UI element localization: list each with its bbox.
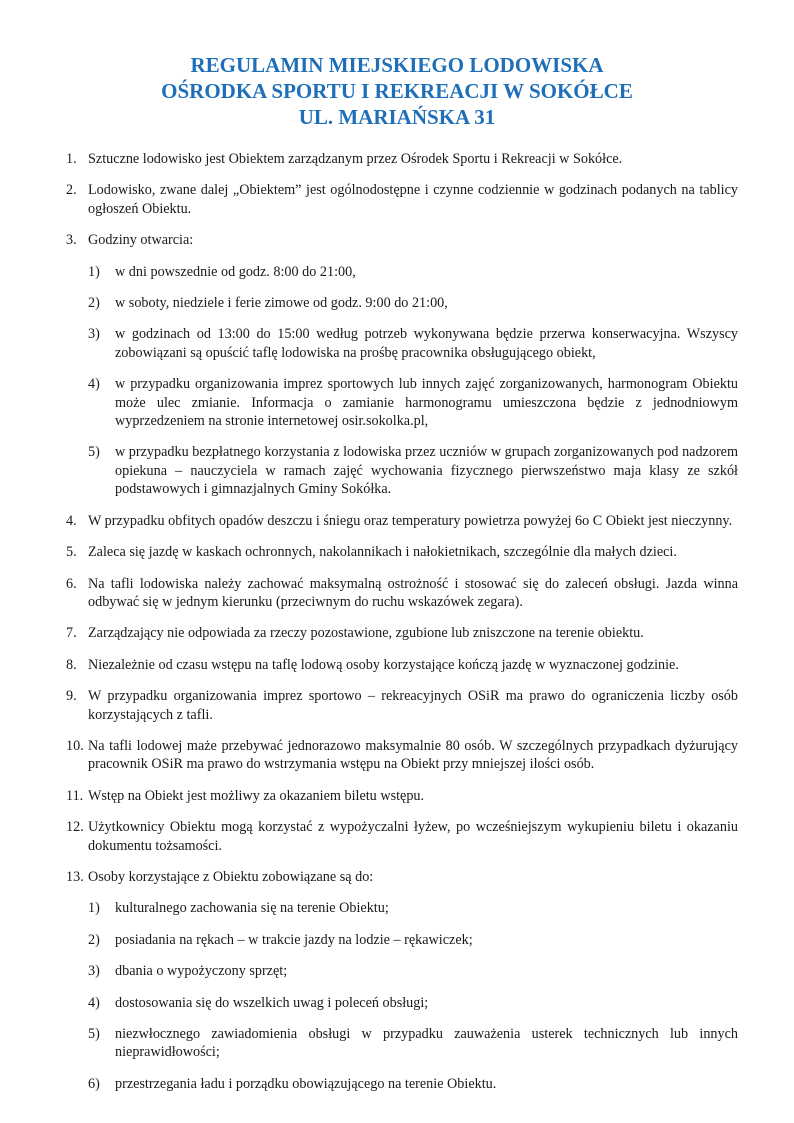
rule-number: 3. <box>66 232 77 249</box>
rule-item <box>66 575 738 612</box>
rule-number: 1. <box>66 151 77 167</box>
rule-text: Użytkownicy Obiektu mogą korzystać z wypożyczalni łyżew, po wcześniejszym wykupieniu biletu i okazaniu dokumentu tożsamości. <box>88 819 738 854</box>
rule-number: 4. <box>66 512 77 529</box>
rule-subitem <box>66 931 738 949</box>
subitem-text: dostosowania się do wszelkich uwag i poleceń obsługi; <box>115 994 429 1011</box>
rule-item <box>66 737 738 774</box>
rule-sublist <box>66 263 738 499</box>
rule-subitem <box>66 962 738 980</box>
subitem-text: kulturalnego zachowania się na terenie Obiektu; <box>115 900 389 917</box>
subitem-text: w soboty, niedziele i ferie zimowe od godz. 9:00 do 21:00, <box>115 295 448 312</box>
subitem-number: 1) <box>88 263 100 280</box>
rule-item <box>66 512 738 530</box>
rule-item <box>66 624 738 642</box>
subitem-text: w dni powszednie od godz. 8:00 do 21:00, <box>115 263 356 280</box>
rule-text: W przypadku obfitych opadów deszczu i śniegu oraz temperatury powietrza powyżej 6o C Obiekt jest nieczynny. <box>88 512 733 529</box>
rule-text: Niezależnie od czasu wstępu na taflę lodową osoby korzystające kończą jazdę w wyznaczonej godzinie. <box>88 656 679 673</box>
subitem-text: posiadania na rękach – w trakcie jazdy na lodzie – rękawiczek; <box>115 931 473 948</box>
title-line-1: REGULAMIN MIEJSKIEGO LODOWISKA <box>190 53 604 77</box>
rule-item <box>66 868 738 1093</box>
rule-item <box>66 818 738 855</box>
rules-list <box>66 150 738 1106</box>
subitem-text: przestrzegania ładu i porządku obowiązującego na terenie Obiektu. <box>115 1075 497 1092</box>
rule-number: 6. <box>66 575 77 592</box>
rule-sublist <box>66 899 738 1093</box>
rule-number: 8. <box>66 656 77 673</box>
subitem-number: 6) <box>88 1075 100 1092</box>
rule-subitem <box>66 443 738 498</box>
rule-item <box>66 543 738 561</box>
subitem-text: dbania o wypożyczony sprzęt; <box>115 963 288 980</box>
rule-item <box>66 181 738 218</box>
rule-number: 9. <box>66 688 77 705</box>
subitem-text: w godzinach od 13:00 do 15:00 według potrzeb wykonywana będzie przerwa konserwacyjna. Wszyscy zobowiązani są opuścić taflę lodowiska na prośbę pracownika obsługującego obiekt, <box>115 326 738 361</box>
rule-subitem <box>66 263 738 281</box>
rule-number: 11. <box>66 787 84 804</box>
rule-number: 10. <box>66 737 84 754</box>
subitem-number: 1) <box>88 900 100 917</box>
rule-subitem <box>66 899 738 917</box>
subitem-number: 2) <box>88 931 100 948</box>
subitem-number: 3) <box>88 963 100 980</box>
subitem-number: 4) <box>88 376 100 393</box>
rule-number: 13. <box>66 868 84 885</box>
rule-subitem <box>66 294 738 312</box>
rule-text: W przypadku organizowania imprez sportowo – rekreacyjnych OSiR ma prawo do ograniczenia liczby osób korzystających z tafli. <box>88 688 738 723</box>
rule-number: 12. <box>66 819 84 836</box>
rule-number: 7. <box>66 625 77 642</box>
rule-text: Zarządzający nie odpowiada za rzeczy pozostawione, zgubione lub zniszczone na terenie obiektu. <box>88 625 644 642</box>
subitem-number: 2) <box>88 295 100 312</box>
rule-subitem <box>66 994 738 1012</box>
rule-text: Lodowisko, zwane dalej „Obiektem” jest ogólnodostępne i czynne codziennie w godzinach podanych na tablicy ogłoszeń Obiektu. <box>88 182 738 217</box>
rule-item <box>66 687 738 724</box>
rule-number: 5. <box>66 544 77 561</box>
title-line-2: OŚRODKA SPORTU I REKREACJI W SOKÓŁCE <box>161 79 633 103</box>
rule-subitem <box>66 1025 738 1062</box>
rule-text: Na tafli lodowiska należy zachować maksymalną ostrożność i stosować się do zaleceń obsługi. Jazda winna odbywać się w jednym kierunku (przeciwnym do ruchu wskazówek zegara). <box>88 575 738 610</box>
rule-subitem <box>66 325 738 362</box>
rule-item <box>66 787 738 805</box>
document-title <box>0 0 794 130</box>
rule-text: Osoby korzystające z Obiektu zobowiązane są do: <box>88 868 374 885</box>
subitem-text: niezwłocznego zawiadomienia obsługi w przypadku zauważenia usterek technicznych lub innych nieprawidłowości; <box>115 1026 738 1061</box>
subitem-number: 3) <box>88 326 100 343</box>
rule-item <box>66 656 738 674</box>
rule-text: Sztuczne lodowisko jest Obiektem zarządzanym przez Ośrodek Sportu i Rekreacji w Sokółce. <box>88 151 623 167</box>
rule-text: Zaleca się jazdę w kaskach ochronnych, nakolannikach i nałokietnikach, szczególnie dla małych dzieci. <box>88 544 677 561</box>
rule-item <box>66 231 738 498</box>
subitem-number: 5) <box>88 444 100 461</box>
subitem-number: 5) <box>88 1026 100 1042</box>
rule-text: Wstęp na Obiekt jest możliwy za okazaniem biletu wstępu. <box>88 787 425 804</box>
subitem-text: w przypadku organizowania imprez sportowych lub innych zajęć zorganizowanych, harmonogram Obiektu może ulec zmianie. Informacja o zamianie harmonogramu umieszczona będzie z jednodniowym wyprzedzeniem na stronie internetowej osir.sokolka.pl, <box>115 376 738 430</box>
rule-subitem <box>66 375 738 430</box>
rule-text: Godziny otwarcia: <box>88 232 194 249</box>
rule-item <box>66 150 738 168</box>
rule-subitem <box>66 1075 738 1093</box>
rule-text: Na tafli lodowej maże przebywać jednorazowo maksymalnie 80 osób. W szczególnych przypadkach dyżurujący pracownik OSiR ma prawo do wstrzymania wstępu na Obiekt przy mniejszej ilości osób. <box>88 737 738 773</box>
subitem-number: 4) <box>88 994 100 1011</box>
title-line-3: UL. MARIAŃSKA 31 <box>298 105 496 129</box>
rule-number: 2. <box>66 182 77 199</box>
subitem-text: w przypadku bezpłatnego korzystania z lodowiska przez uczniów w grupach zorganizowanych pod nadzorem opiekuna – nauczyciela w ramach zajęć wychowania fizycznego pierwszeństwo maja klasy ze szkół podstawowych i gimnazjalnych Gminy Sokółka. <box>115 444 738 498</box>
